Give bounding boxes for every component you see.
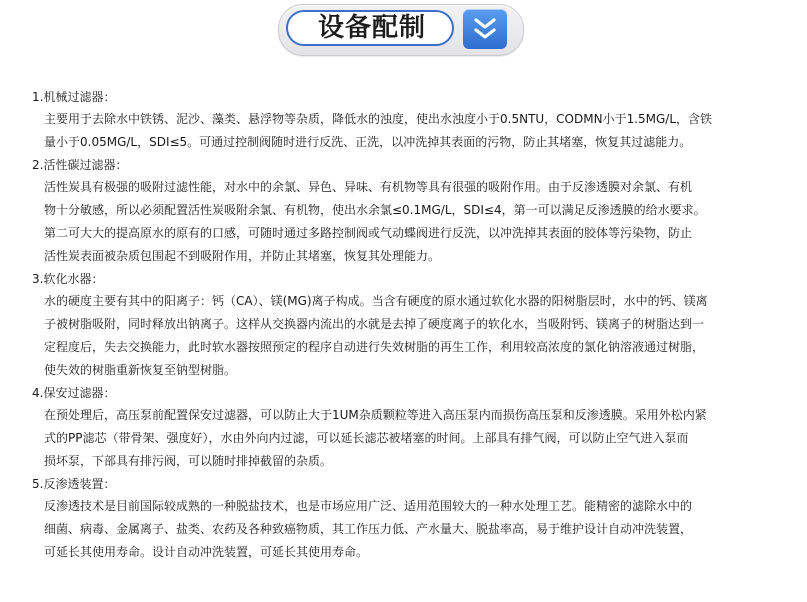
paragraph-line: 活性炭表面被杂质包围起不到吸附作用，并防止其堵塞，恢复其处理能力。 — [44, 249, 441, 263]
equipment-list — [30, 86, 778, 564]
section-water-softener — [30, 268, 778, 382]
section-title: 3.软化水器： — [32, 272, 104, 286]
paragraph-line: 活性炭具有极强的吸附过滤性能，对水中的余氯、异色、异味、有机物等具有很强的吸附作用。由于反渗透膜对余氯、有机 — [44, 180, 693, 194]
paragraph-line: 式的PP滤芯（带骨架、强度好），水由外向内过滤，可以延长滤芯被堵塞的时间。上部具有排气阀，可以防止空气进入泵而 — [44, 431, 689, 445]
paragraph-line: 量小于0.05MG/L，SDI≤5。可通过控制阀随时进行反洗、正洗，以冲洗掉其表面的污物，防止其堵塞，恢复其过滤能力。 — [44, 135, 692, 149]
page-title: 设备配制 — [317, 13, 426, 43]
paragraph-line: 子被树脂吸附，同时释放出钠离子。这样从交换器内流出的水就是去掉了硬度离子的软化水，当吸附钙、镁离子的树脂达到一 — [44, 317, 705, 331]
section-header — [278, 4, 524, 58]
section-mechanical-filter — [30, 86, 778, 154]
paragraph-line: 细菌、病毒、金属离子、盐类、农药及各种致癌物质，其工作压力低、产水量大、脱盐率高，易于维护设计自动冲洗装置， — [44, 522, 693, 536]
paragraph-line: 在预处理后，高压泵前配置保安过滤器，可以防止大于1UM杂质颗粒等进入高压泵内而损伤高压泵和反渗透膜。采用外松内紧 — [44, 408, 707, 422]
section-activated-carbon-filter — [30, 154, 778, 268]
section-title: 2.活性碳过滤器： — [32, 158, 128, 172]
section-title: 1.机械过滤器： — [32, 90, 116, 104]
section-title: 5.反渗透装置： — [32, 477, 116, 491]
paragraph-line: 水的硬度主要有其中的阳离子：钙（CA）、镁(MG)离子构成。当含有硬度的原水通过软化水器的阳树脂层时，水中的钙、镁离 — [44, 294, 708, 308]
paragraph-line: 主要用于去除水中铁锈、泥沙、藻类、悬浮物等杂质，降低水的浊度，使出水浊度小于0.5NTU，CODMN小于1.5MG/L，含铁 — [44, 112, 713, 126]
double-chevron-down-icon — [473, 16, 497, 42]
section-reverse-osmosis — [30, 473, 778, 564]
paragraph-line: 反渗透技术是目前国际较成熟的一种脱盐技术，也是市场应用广泛、适用范围较大的一种水处理工艺。能精密的滤除水中的 — [44, 499, 693, 513]
paragraph-line: 可延长其使用寿命。设计自动冲洗装置，可延长其使用寿命。 — [44, 545, 369, 559]
paragraph-line: 定程度后，失去交换能力，此时软水器按照预定的程序自动进行失效树脂的再生工作，利用较高浓度的氯化钠溶液通过树脂， — [44, 340, 705, 354]
paragraph-line: 损坏泵，下部具有排污阀，可以随时排掉截留的杂质。 — [44, 454, 333, 468]
paragraph-line: 物十分敏感，所以必须配置活性炭吸附余氯、有机物，使出水余氯≤0.1MG/L，SDI≤4，第一可以满足反渗透膜的给水要求。 — [44, 203, 706, 217]
header-badge — [463, 9, 507, 49]
section-title: 4.保安过滤器： — [32, 386, 116, 400]
paragraph-line: 第二可大大的提高原水的原有的口感，可随时通过多路控制阀或气动蝶阀进行反洗，以冲洗掉其表面的胶体等污染物，防止 — [44, 226, 693, 240]
section-security-filter — [30, 382, 778, 473]
paragraph-line: 使失效的树脂重新恢复至钠型树脂。 — [44, 363, 237, 377]
